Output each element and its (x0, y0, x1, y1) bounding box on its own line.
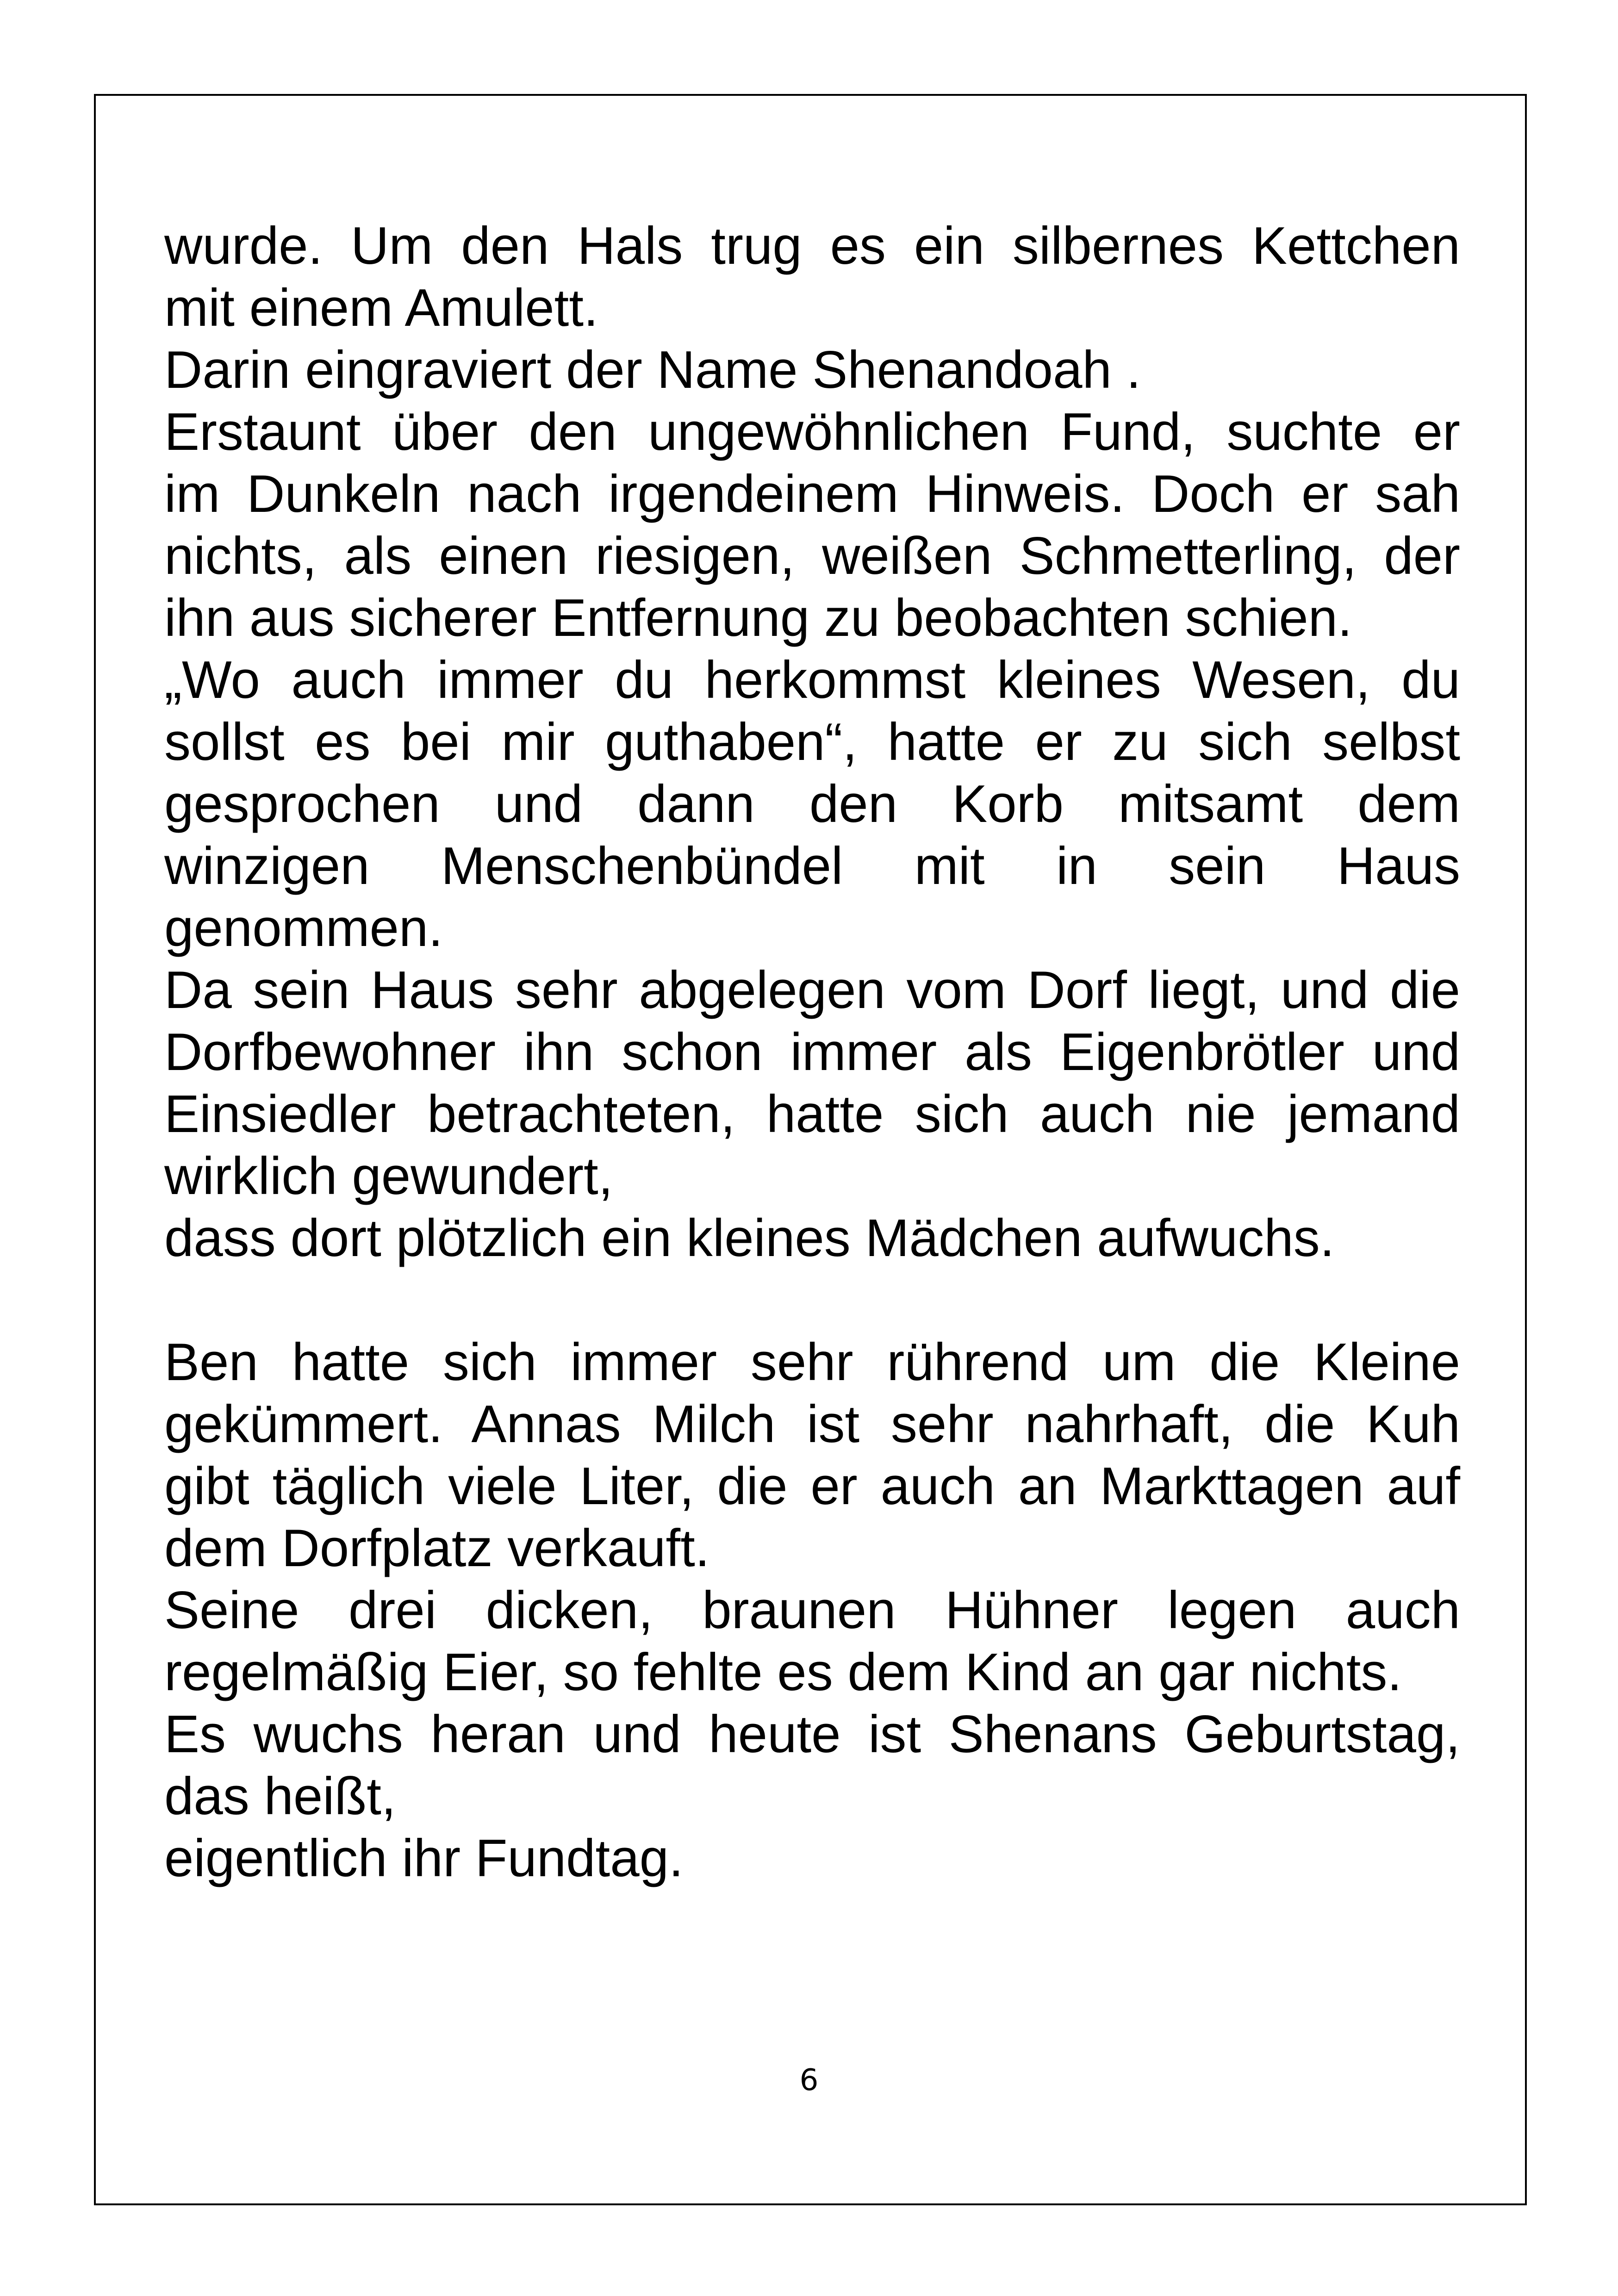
text-line: wurde. Um den Hals trug es ein silbernes Kettchen (164, 217, 1460, 275)
text-line: im Dunkeln nach irgendeinem Hinweis. Doch er sah (164, 465, 1460, 523)
text-line: nichts, als einen riesigen, weißen Schmetterling, der (164, 527, 1460, 585)
body-text (164, 215, 1460, 1890)
text-line: dass dort plötzlich ein kleines Mädchen aufwuchs. (164, 1209, 1335, 1268)
text-line: Einsiedler betrachteten, hatte sich auch nie jemand (164, 1085, 1460, 1144)
text-line: „Wo auch immer du herkommst kleines Wesen, du (164, 651, 1460, 709)
text-line: sollst es bei mir guthaben“, hatte er zu sich selbst (164, 713, 1460, 772)
text-line: ihn aus sicherer Entfernung zu beobachten schien. (164, 589, 1352, 647)
text-line: Erstaunt über den ungewöhnlichen Fund, suchte er (164, 403, 1460, 461)
text-line: regelmäßig Eier, so fehlte es dem Kind an gar nichts. (164, 1643, 1402, 1702)
text-line: das heißt, (164, 1767, 396, 1826)
page-number: 6 (799, 2063, 819, 2097)
text-line: winzigen Menschenbündel mit in sein Haus (164, 837, 1460, 896)
text-line: gibt täglich viele Liter, die er auch an Markttagen auf (164, 1457, 1460, 1516)
text-line: Darin eingraviert der Name Shenandoah . (164, 341, 1141, 399)
text-line: Seine drei dicken, braunen Hühner legen auch (164, 1581, 1460, 1640)
text-line: mit einem Amulett. (164, 279, 598, 337)
text-line: Es wuchs heran und heute ist Shenans Geburtstag, (164, 1705, 1460, 1764)
text-line: Ben hatte sich immer sehr rührend um die Kleine (164, 1333, 1460, 1392)
blank-line (164, 1269, 1460, 1332)
text-line: genommen. (164, 899, 443, 958)
text-line: Dorfbewohner ihn schon immer als Eigenbrötler und (164, 1023, 1460, 1082)
text-line: gekümmert. Annas Milch ist sehr nahrhaft, die Kuh (164, 1395, 1460, 1454)
text-line: gesprochen und dann den Korb mitsamt dem (164, 775, 1460, 834)
text-line: eigentlich ihr Fundtag. (164, 1829, 684, 1888)
text-line: Da sein Haus sehr abgelegen vom Dorf liegt, und die (164, 961, 1460, 1020)
text-line: wirklich gewundert, (164, 1147, 613, 1206)
text-line: dem Dorfplatz verkauft. (164, 1519, 710, 1578)
